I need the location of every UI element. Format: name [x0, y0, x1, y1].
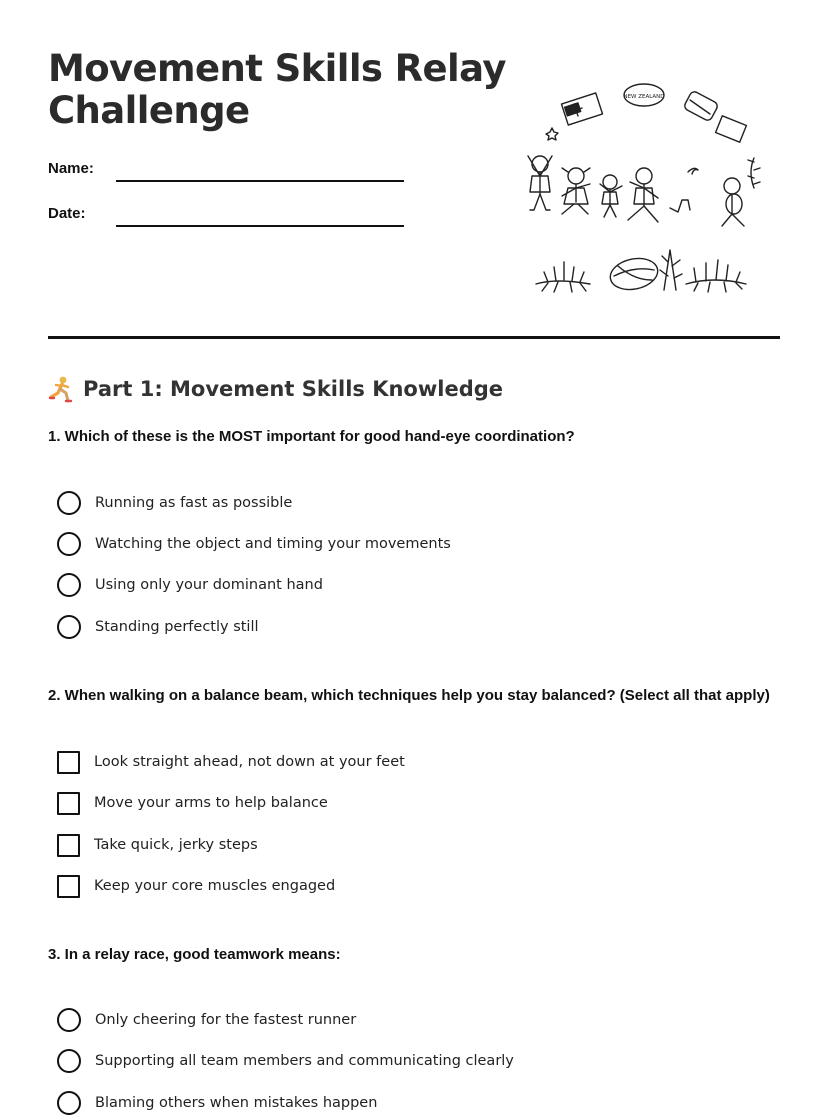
radio-button[interactable]	[57, 1049, 81, 1073]
name-field-line[interactable]	[116, 180, 404, 182]
child-figure	[722, 178, 744, 226]
answer-option[interactable]	[57, 572, 323, 598]
answer-option[interactable]	[57, 614, 259, 640]
ribbon-icon	[670, 200, 690, 212]
star-icon	[546, 128, 558, 140]
bird-icon	[688, 168, 698, 174]
answer-option[interactable]	[57, 790, 328, 816]
rugby-ball-icon	[623, 84, 664, 106]
checkbox[interactable]	[57, 751, 80, 774]
section-divider	[48, 336, 780, 339]
question-3: 3. In a relay race, good teamwork means:	[48, 946, 341, 963]
fern-icon	[660, 250, 682, 290]
name-label: Name:	[48, 160, 94, 177]
fern-icon	[748, 158, 760, 188]
flag-icon	[561, 93, 602, 125]
answer-option[interactable]	[57, 1007, 356, 1033]
checkbox[interactable]	[57, 875, 80, 898]
answer-option[interactable]	[57, 531, 451, 557]
running-person-icon	[48, 375, 74, 403]
flag-icon	[683, 90, 746, 142]
child-figure	[562, 168, 590, 214]
radio-button[interactable]	[57, 491, 81, 515]
radio-button[interactable]	[57, 573, 81, 597]
radio-button[interactable]	[57, 615, 81, 639]
date-label: Date:	[48, 205, 86, 222]
option-label: Only cheering for the fastest runner	[95, 1012, 357, 1028]
option-label: Running as fast as possible	[95, 495, 293, 511]
answer-option[interactable]	[57, 1048, 514, 1074]
fern-icon	[686, 260, 746, 292]
option-label: Take quick, jerky steps	[94, 837, 258, 853]
part1-heading	[48, 373, 503, 405]
children-sports-illustration	[518, 76, 768, 306]
option-label: Standing perfectly still	[95, 619, 259, 635]
checkbox[interactable]	[57, 834, 80, 857]
child-figure	[628, 168, 658, 222]
illustration-label: NEW ZEALAND	[623, 94, 665, 100]
option-label: Look straight ahead, not down at your feet	[94, 754, 405, 770]
child-figure	[600, 175, 622, 217]
answer-option[interactable]	[57, 1090, 377, 1116]
checkbox[interactable]	[57, 792, 80, 815]
option-label: Supporting all team members and communicating clearly	[95, 1053, 514, 1069]
worksheet-title: Movement Skills Relay Challenge	[48, 47, 506, 132]
part1-title: Part 1: Movement Skills Knowledge	[83, 377, 503, 401]
radio-button[interactable]	[57, 1091, 81, 1115]
option-label: Move your arms to help balance	[94, 795, 328, 811]
answer-option[interactable]	[57, 490, 292, 516]
option-label: Keep your core muscles engaged	[94, 878, 336, 894]
radio-button[interactable]	[57, 1008, 81, 1032]
rugby-ball-icon	[607, 254, 660, 293]
answer-option[interactable]	[57, 749, 405, 775]
option-label: Watching the object and timing your movements	[95, 536, 451, 552]
answer-option[interactable]	[57, 873, 335, 899]
option-label: Blaming others when mistakes happen	[95, 1095, 378, 1111]
radio-button[interactable]	[57, 532, 81, 556]
question-1: 1. Which of these is the MOST important for good hand-eye coordination?	[48, 428, 575, 445]
fern-icon	[536, 262, 590, 292]
question-2: 2. When walking on a balance beam, which techniques help you stay balanced? (Select all that apply)	[48, 687, 770, 704]
answer-option[interactable]	[57, 832, 258, 858]
option-label: Using only your dominant hand	[95, 577, 323, 593]
date-field-line[interactable]	[116, 225, 404, 227]
child-figure	[528, 156, 552, 210]
